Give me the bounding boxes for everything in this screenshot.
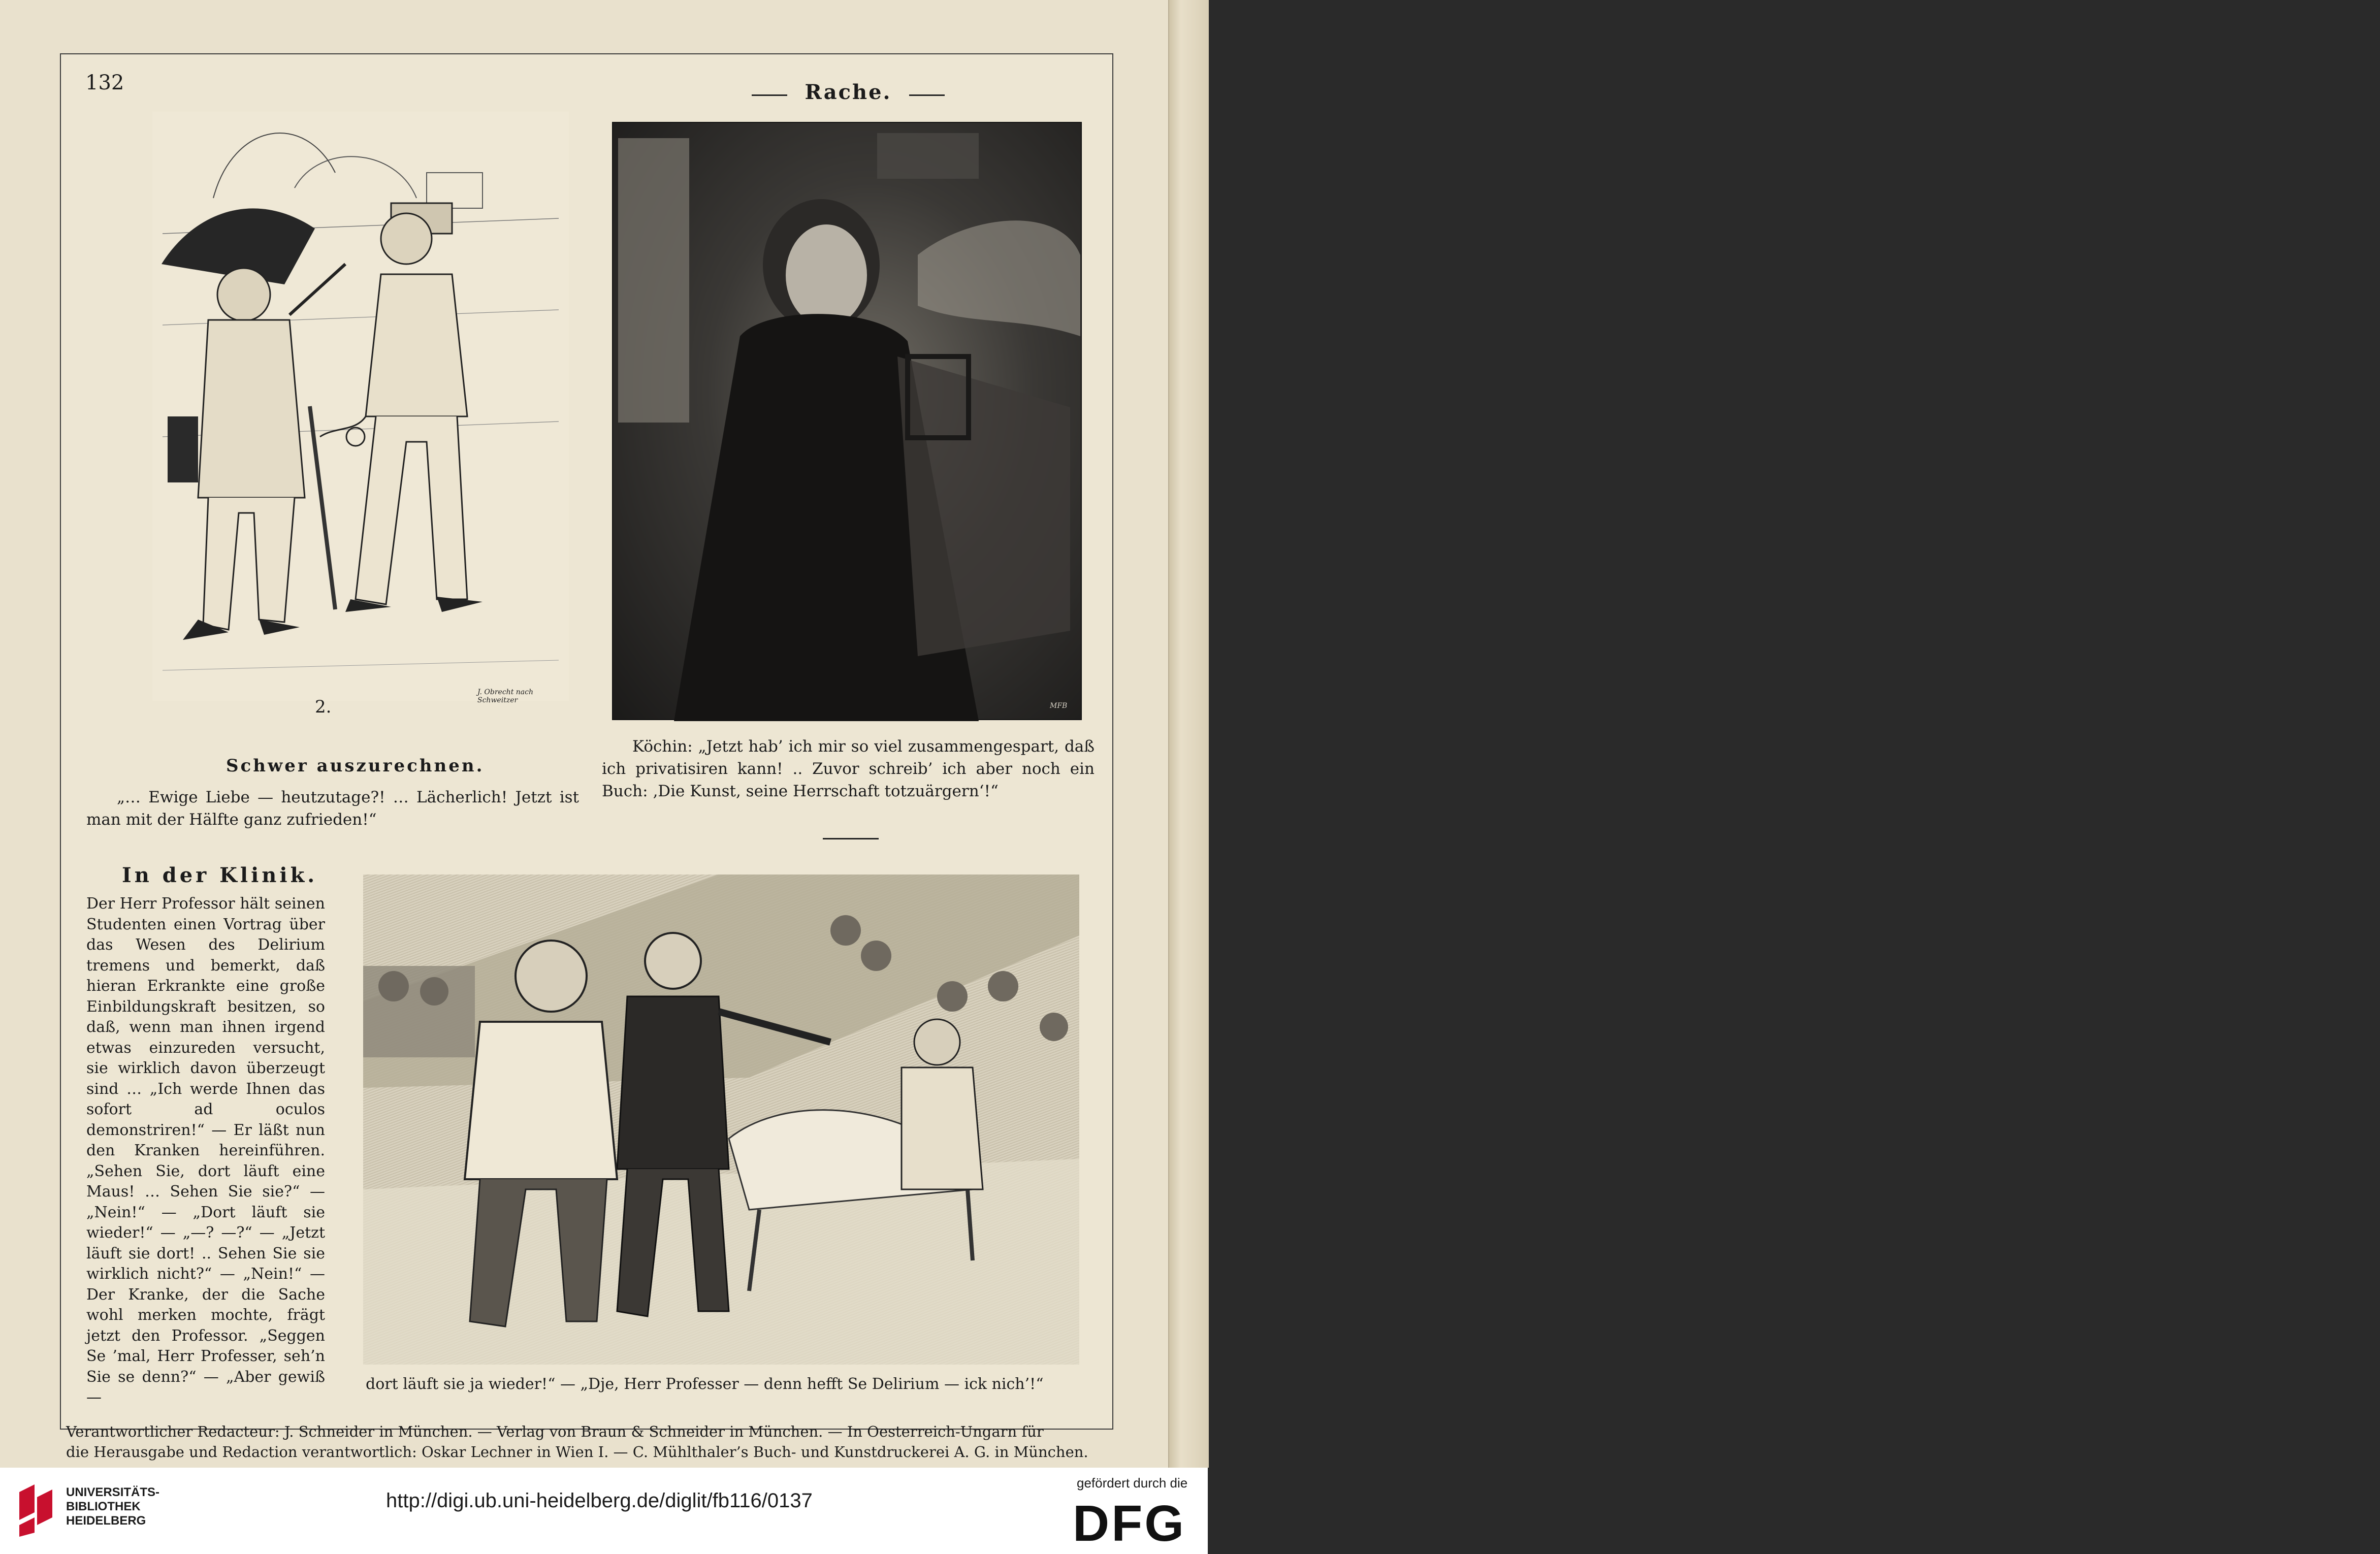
library-name: [66, 1485, 159, 1528]
heidelberg-library-logo-icon: [14, 1482, 60, 1538]
header-ornament-right: [909, 94, 945, 96]
library-name-line-2: BIBLIOTHEK: [66, 1500, 141, 1513]
left-caption-title: Schwer auszurechnen.: [226, 756, 485, 776]
left-caption-text: „… Ewige Liebe — heutzutage?! … Lächerlich! Jetzt ist man mit der Hälfte ganz zufrieden!“: [86, 788, 579, 829]
adjacent-page-number: 1: [2368, 513, 2380, 535]
footer-imprint-line-2: die Herausgabe und Redaction verantwortlich: Oskar Lechner in Wien I. — C. Mühlthaler’s Buch- und Kunstdruckerei A. G. in München.: [66, 1443, 1088, 1461]
clinic-caption: dort läuft sie ja wieder!“ — „Dje, Herr Professer — denn hefft Se Delirium — ick nich’!“: [366, 1375, 1044, 1393]
permalink-url[interactable]: http://digi.ub.uni-heidelberg.de/diglit/fb116/0137: [386, 1490, 813, 1512]
artist-signature-right: MFB: [1050, 702, 1068, 710]
soldier-prisoner-sketch: [152, 112, 569, 701]
clinic-engraving: [363, 875, 1079, 1365]
page-number: 132: [85, 71, 124, 94]
illustration-cook-portrait: [612, 122, 1082, 720]
article-title: In der Klinik.: [122, 863, 318, 887]
right-caption-ornament: [823, 838, 879, 839]
funded-by-label: gefördert durch die: [1077, 1475, 1188, 1491]
article-body: Der Herr Professor hält seinen Studenten einen Vortrag über das Wesen des Delirium tremens und bemerkt, daß hieran Erkrankte eine große Einbildungskraft besitzen, so daß, wenn man ihnen irgend etwas einzureden versucht, sie wirklich davon überzeugt sind … „Ich werde Ihnen das sofort ad oculos demonstriren!“ — Er läßt nun den Kranken hereinführen. „Sehen Sie, dort läuft eine Maus! … Sehen Sie sie?“ — „Nein!“ — „Dort läuft sie wieder!“ — „—? —?“ — „Jetzt läuft sie dort! .. Sehen Sie sie wirklich nicht?“ — „Nein!“ — Der Kranke, der die Sache wohl merken mochte, frägt jetzt den Professor. „Seggen Se ’mal, Herr Professer, seh’n Sie se denn?“ — „Aber gewiß —: [86, 895, 325, 1406]
library-name-line-1: UNIVERSITÄTS-: [66, 1485, 160, 1499]
footer-imprint-line-1: Verantwortlicher Redacteur: J. Schneider in München. — Verlag von Braun & Schneider in München. — In Oesterreich-Ungarn für: [66, 1423, 1044, 1440]
illustration-clinic-scene: [363, 875, 1079, 1365]
dfg-logo: DFG: [1073, 1495, 1186, 1552]
library-name-line-3: HEIDELBERG: [66, 1514, 146, 1528]
adjacent-page-edge: [1168, 0, 2380, 1468]
cook-portrait-painting: [613, 123, 1083, 721]
library-footer-bar: [0, 1468, 1208, 1554]
page-header-title: Rache.: [805, 80, 892, 104]
illustration-soldier-and-prisoner: [152, 112, 569, 704]
artist-signature-left: J. Obrecht nach Schweitzer: [477, 688, 533, 704]
figure-number: 2.: [315, 697, 332, 717]
right-caption-text: Köchin: „Jetzt hab’ ich mir so viel zusammengespart, daß ich privatisiren kann! .. Zuvor schreib’ ich aber noch ein Buch: ‚Die Kunst, seine Herrschaft totzuärgern‘!“: [602, 737, 1095, 800]
